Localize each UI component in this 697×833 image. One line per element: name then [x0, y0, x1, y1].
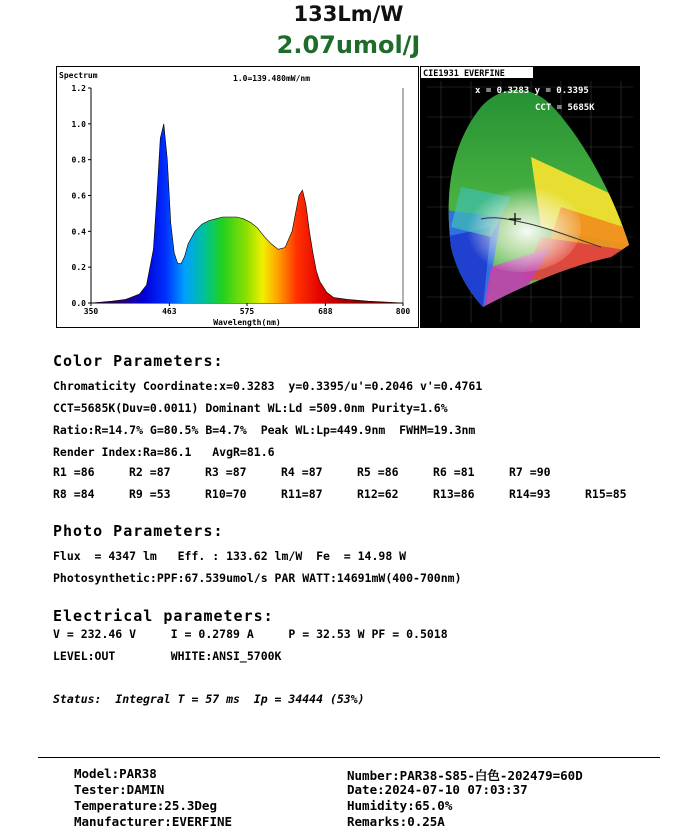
- render-value: R13=86: [433, 487, 475, 501]
- cie-panel: [420, 66, 640, 328]
- footer-temperature: Temperature:25.3Deg: [74, 798, 217, 813]
- x-tick-label: 350: [83, 307, 99, 316]
- cie-diagram: [421, 67, 639, 327]
- render-value: R7 =90: [509, 465, 551, 479]
- cie-title: CIE1931 EVERFINE: [423, 69, 505, 79]
- y-tick-label: 1.2: [71, 84, 86, 93]
- footer-humidity: Humidity:65.0%: [347, 798, 453, 813]
- footer-manufacturer: Manufacturer:EVERFINE: [74, 814, 233, 829]
- render-value: R10=70: [205, 487, 247, 501]
- footer-number: Number:PAR38-S85-白色-202479=60D: [347, 768, 583, 783]
- y-tick-label: 0.8: [71, 155, 86, 165]
- spectrum-scale: 1.0=139.480mW/nm: [233, 74, 311, 83]
- render-value: R3 =87: [205, 465, 247, 479]
- render-value: R6 =81: [433, 465, 475, 479]
- photosynthetic-line: Photosynthetic:PPF:67.539umol/s PAR WATT:14691mW(400-700nm): [53, 571, 462, 585]
- y-tick-label: 0.2: [71, 263, 86, 273]
- render-value: R9 =53: [129, 487, 171, 501]
- spectrum-title: Spectrum: [59, 71, 98, 80]
- ratio-line: Ratio:R=14.7% G=80.5% B=4.7% Peak WL:Lp=449.9nm FWHM=19.3nm: [53, 423, 476, 437]
- render-index-line: Render Index:Ra=86.1 AvgR=81.6: [53, 445, 275, 459]
- spectrum-area: [91, 124, 403, 303]
- y-tick-label: 0.6: [71, 191, 86, 201]
- render-value: R15=85: [585, 487, 627, 501]
- x-tick-label: 463: [162, 307, 177, 316]
- cie-xy: x = 0.3283 y = 0.3395: [475, 86, 589, 96]
- y-tick-label: 1.0: [71, 119, 86, 129]
- x-tick-label: 575: [239, 307, 255, 316]
- cie-cct: CCT = 5685K: [535, 103, 595, 113]
- photon-efficacy-title: 2.07umol/J: [276, 31, 421, 59]
- spectrum-panel: [56, 66, 419, 328]
- color-parameters-title: Color Parameters:: [53, 352, 224, 370]
- x-axis-label: Wavelength(nm): [213, 318, 281, 327]
- photo-parameters-title: Photo Parameters:: [53, 522, 224, 540]
- spectrum-chart: [57, 67, 418, 327]
- render-value: R2 =87: [129, 465, 171, 479]
- x-tick-label: 800: [395, 307, 411, 316]
- footer-model: Model:PAR38: [74, 766, 157, 781]
- chromaticity-line: Chromaticity Coordinate:x=0.3283 y=0.3395/u'=0.2046 v'=0.4761: [53, 379, 483, 393]
- render-value: R1 =86: [53, 465, 95, 479]
- electrical-line-2: LEVEL:OUT WHITE:ANSI_5700K: [53, 649, 282, 663]
- y-tick-label: 0.0: [71, 299, 86, 308]
- efficacy-title: 133Lm/W: [293, 2, 404, 26]
- electrical-line-1: V = 232.46 V I = 0.2789 A P = 32.53 W PF = 0.5018: [53, 627, 448, 641]
- status-line: Status: Integral T = 57 ms Ip = 34444 (53%): [53, 692, 365, 706]
- footer-date: Date:2024-07-10 07:03:37: [347, 782, 528, 797]
- cct-line: CCT=5685K(Duv=0.0011) Dominant WL:Ld =509.0nm Purity=1.6%: [53, 401, 448, 415]
- render-value: R5 =86: [357, 465, 399, 479]
- footer-tester: Tester:DAMIN: [74, 782, 165, 797]
- render-value: R8 =84: [53, 487, 95, 501]
- footer-remarks: Remarks:0.25A: [347, 814, 445, 829]
- render-value: R12=62: [357, 487, 399, 501]
- x-tick-label: 688: [318, 307, 333, 316]
- footer-divider: [38, 757, 660, 758]
- flux-line: Flux = 4347 lm Eff. : 133.62 lm/W Fe = 14.98 W: [53, 549, 407, 563]
- render-value: R14=93: [509, 487, 551, 501]
- y-tick-label: 0.4: [71, 227, 86, 237]
- render-value: R11=87: [281, 487, 323, 501]
- render-value: R4 =87: [281, 465, 323, 479]
- electrical-parameters-title: Electrical parameters:: [53, 607, 274, 625]
